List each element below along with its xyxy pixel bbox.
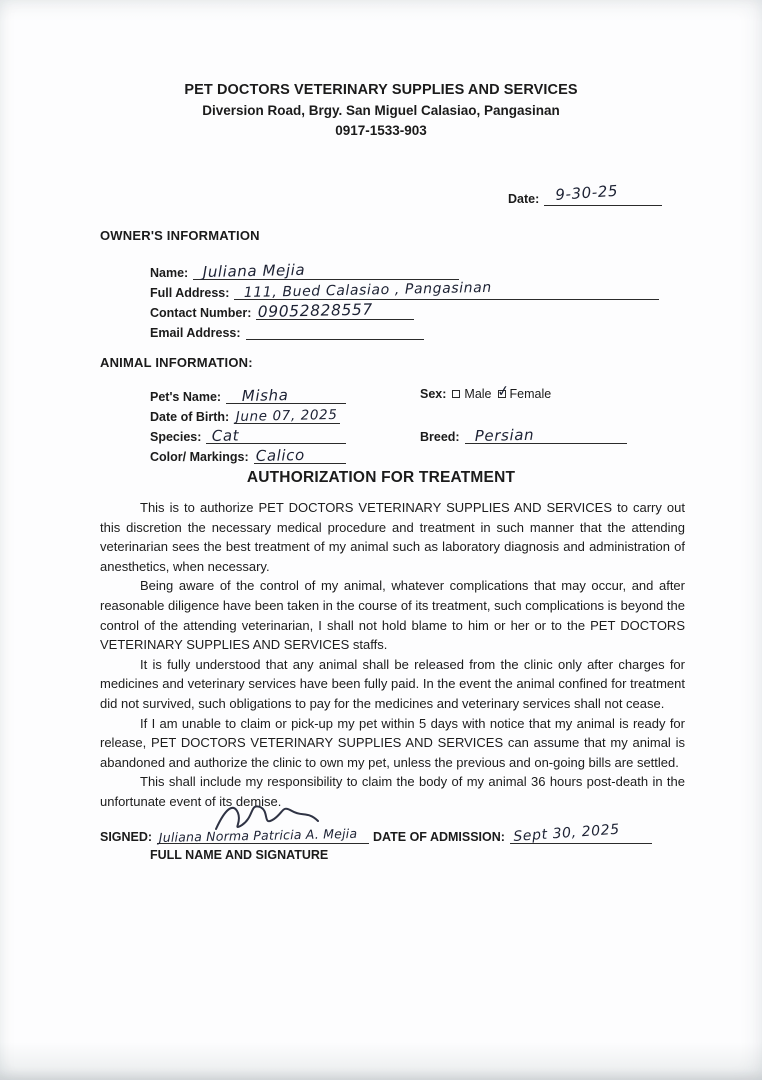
owner-contact-value: 09052828557 — [258, 300, 374, 321]
sex-label: Sex: — [420, 387, 447, 401]
owner-address-label: Full Address: — [150, 286, 230, 300]
clinic-phone: 0917-1533-903 — [335, 123, 427, 138]
pet-name-line — [226, 386, 346, 404]
pet-name-label: Pet's Name: — [150, 390, 222, 404]
species-line — [206, 426, 346, 444]
checkmark-icon: ✓ — [495, 381, 511, 401]
authorization-paragraph: This is to authorize PET DOCTORS VETERINARY SUPPLIES AND SERVICES to carry out this discretion the necessary medical procedure and treatment in such manner that the attending veterinarian sees the best treatment of my animal such as laboratory diagnosis and administration of anesthetics, when necessary. — [100, 500, 685, 574]
owner-name-row — [150, 260, 459, 280]
date-label: Date: — [508, 192, 540, 206]
clinic-address: Diversion Road, Brgy. San Miguel Calasiao, Pangasinan — [202, 103, 560, 118]
breed-row — [420, 424, 627, 444]
authorization-paragraph: Being aware of the control of my animal, whatever complications that may occur, and after reasonable diligence have been taken in the course of its treatment, such complications is beyond the control of the attending veterinarian, I shall not hold blame to him or her or to the PET DOCTORS VETERINARY SUPPLIES AND SERVICES staffs. — [100, 578, 685, 653]
color-markings-label: Color/ Markings: — [150, 450, 249, 464]
dob-row — [150, 404, 340, 424]
dob-value: June 07, 2025 — [235, 406, 338, 425]
date-line — [544, 181, 662, 206]
owner-email-row — [150, 320, 424, 340]
authorization-paragraph: This shall include my responsibility to claim the body of my animal 36 hours post-death in the unfortunate event of its demise. — [100, 774, 685, 809]
owner-address-row — [150, 280, 659, 300]
admission-date-row — [373, 821, 652, 845]
owner-contact-row — [150, 300, 414, 320]
sex-row — [420, 381, 552, 404]
owner-contact-label: Contact Number: — [150, 306, 252, 320]
owner-name-value: Juliana Mejia — [202, 260, 306, 281]
dob-line — [234, 406, 340, 424]
owner-email-line — [246, 322, 424, 340]
owner-address-value: 111, Bued Calasiao , Pangasinan — [244, 279, 493, 301]
signed-line — [157, 826, 369, 844]
owner-name-line — [193, 262, 459, 280]
authorization-paragraph: If I am unable to claim or pick-up my pet within 5 days with notice that my animal is ready for release, PET DOCTORS VETERINARY SUPPLIES AND SERVICES can assume that my animal is abandoned and authorize the clinic to own my pet, unless the previous and on-going bills are settled. — [100, 715, 685, 770]
admission-date-value: Sept 30, 2025 — [512, 821, 621, 845]
authorization-body — [100, 498, 685, 812]
female-option-label: Female — [509, 387, 552, 401]
species-label: Species: — [150, 430, 202, 444]
breed-label: Breed: — [420, 430, 460, 444]
signed-handwritten-name: Juliana Norma Patricia A. Mejia — [158, 825, 358, 845]
authorization-title: AUTHORIZATION FOR TREATMENT — [246, 469, 516, 486]
owner-contact-line — [256, 302, 414, 320]
breed-value: Persian — [474, 425, 534, 445]
signed-caption: FULL NAME AND SIGNATURE — [150, 848, 329, 862]
admission-date-label: DATE OF ADMISSION: — [373, 830, 505, 844]
owner-name-label: Name: — [150, 266, 189, 280]
color-markings-line — [254, 446, 346, 464]
male-checkbox — [452, 390, 460, 398]
owner-email-label: Email Address: — [150, 326, 241, 340]
female-checkbox — [495, 381, 511, 401]
pet-name-value: Misha — [241, 386, 289, 405]
dob-label: Date of Birth: — [150, 410, 230, 424]
male-option-label: Male — [464, 387, 492, 401]
species-row — [150, 424, 346, 444]
pet-name-row — [150, 384, 346, 404]
admission-date-line — [510, 821, 652, 845]
color-markings-row — [150, 444, 346, 464]
species-value: Cat — [212, 426, 240, 445]
signed-row — [100, 824, 369, 844]
signed-label: SIGNED: — [100, 830, 153, 844]
color-markings-value: Calico — [255, 445, 305, 465]
owner-address-line — [234, 279, 659, 301]
date-handwritten-value: 9-30-25 — [555, 181, 619, 204]
owner-info-heading: OWNER'S INFORMATION — [100, 228, 260, 243]
animal-info-heading: ANIMAL INFORMATION: — [100, 355, 253, 370]
authorization-paragraph: It is fully understood that any animal shall be released from the clinic only after charges for medicines and veterinary services have been fully paid. In the event the animal confined for treatment did not survived, such obligations to pay for the medicines and veterinary services shall not cease. — [100, 656, 685, 711]
clinic-name: PET DOCTORS VETERINARY SUPPLIES AND SERVICES — [184, 82, 578, 98]
date-row — [508, 181, 662, 206]
breed-line — [465, 426, 627, 444]
